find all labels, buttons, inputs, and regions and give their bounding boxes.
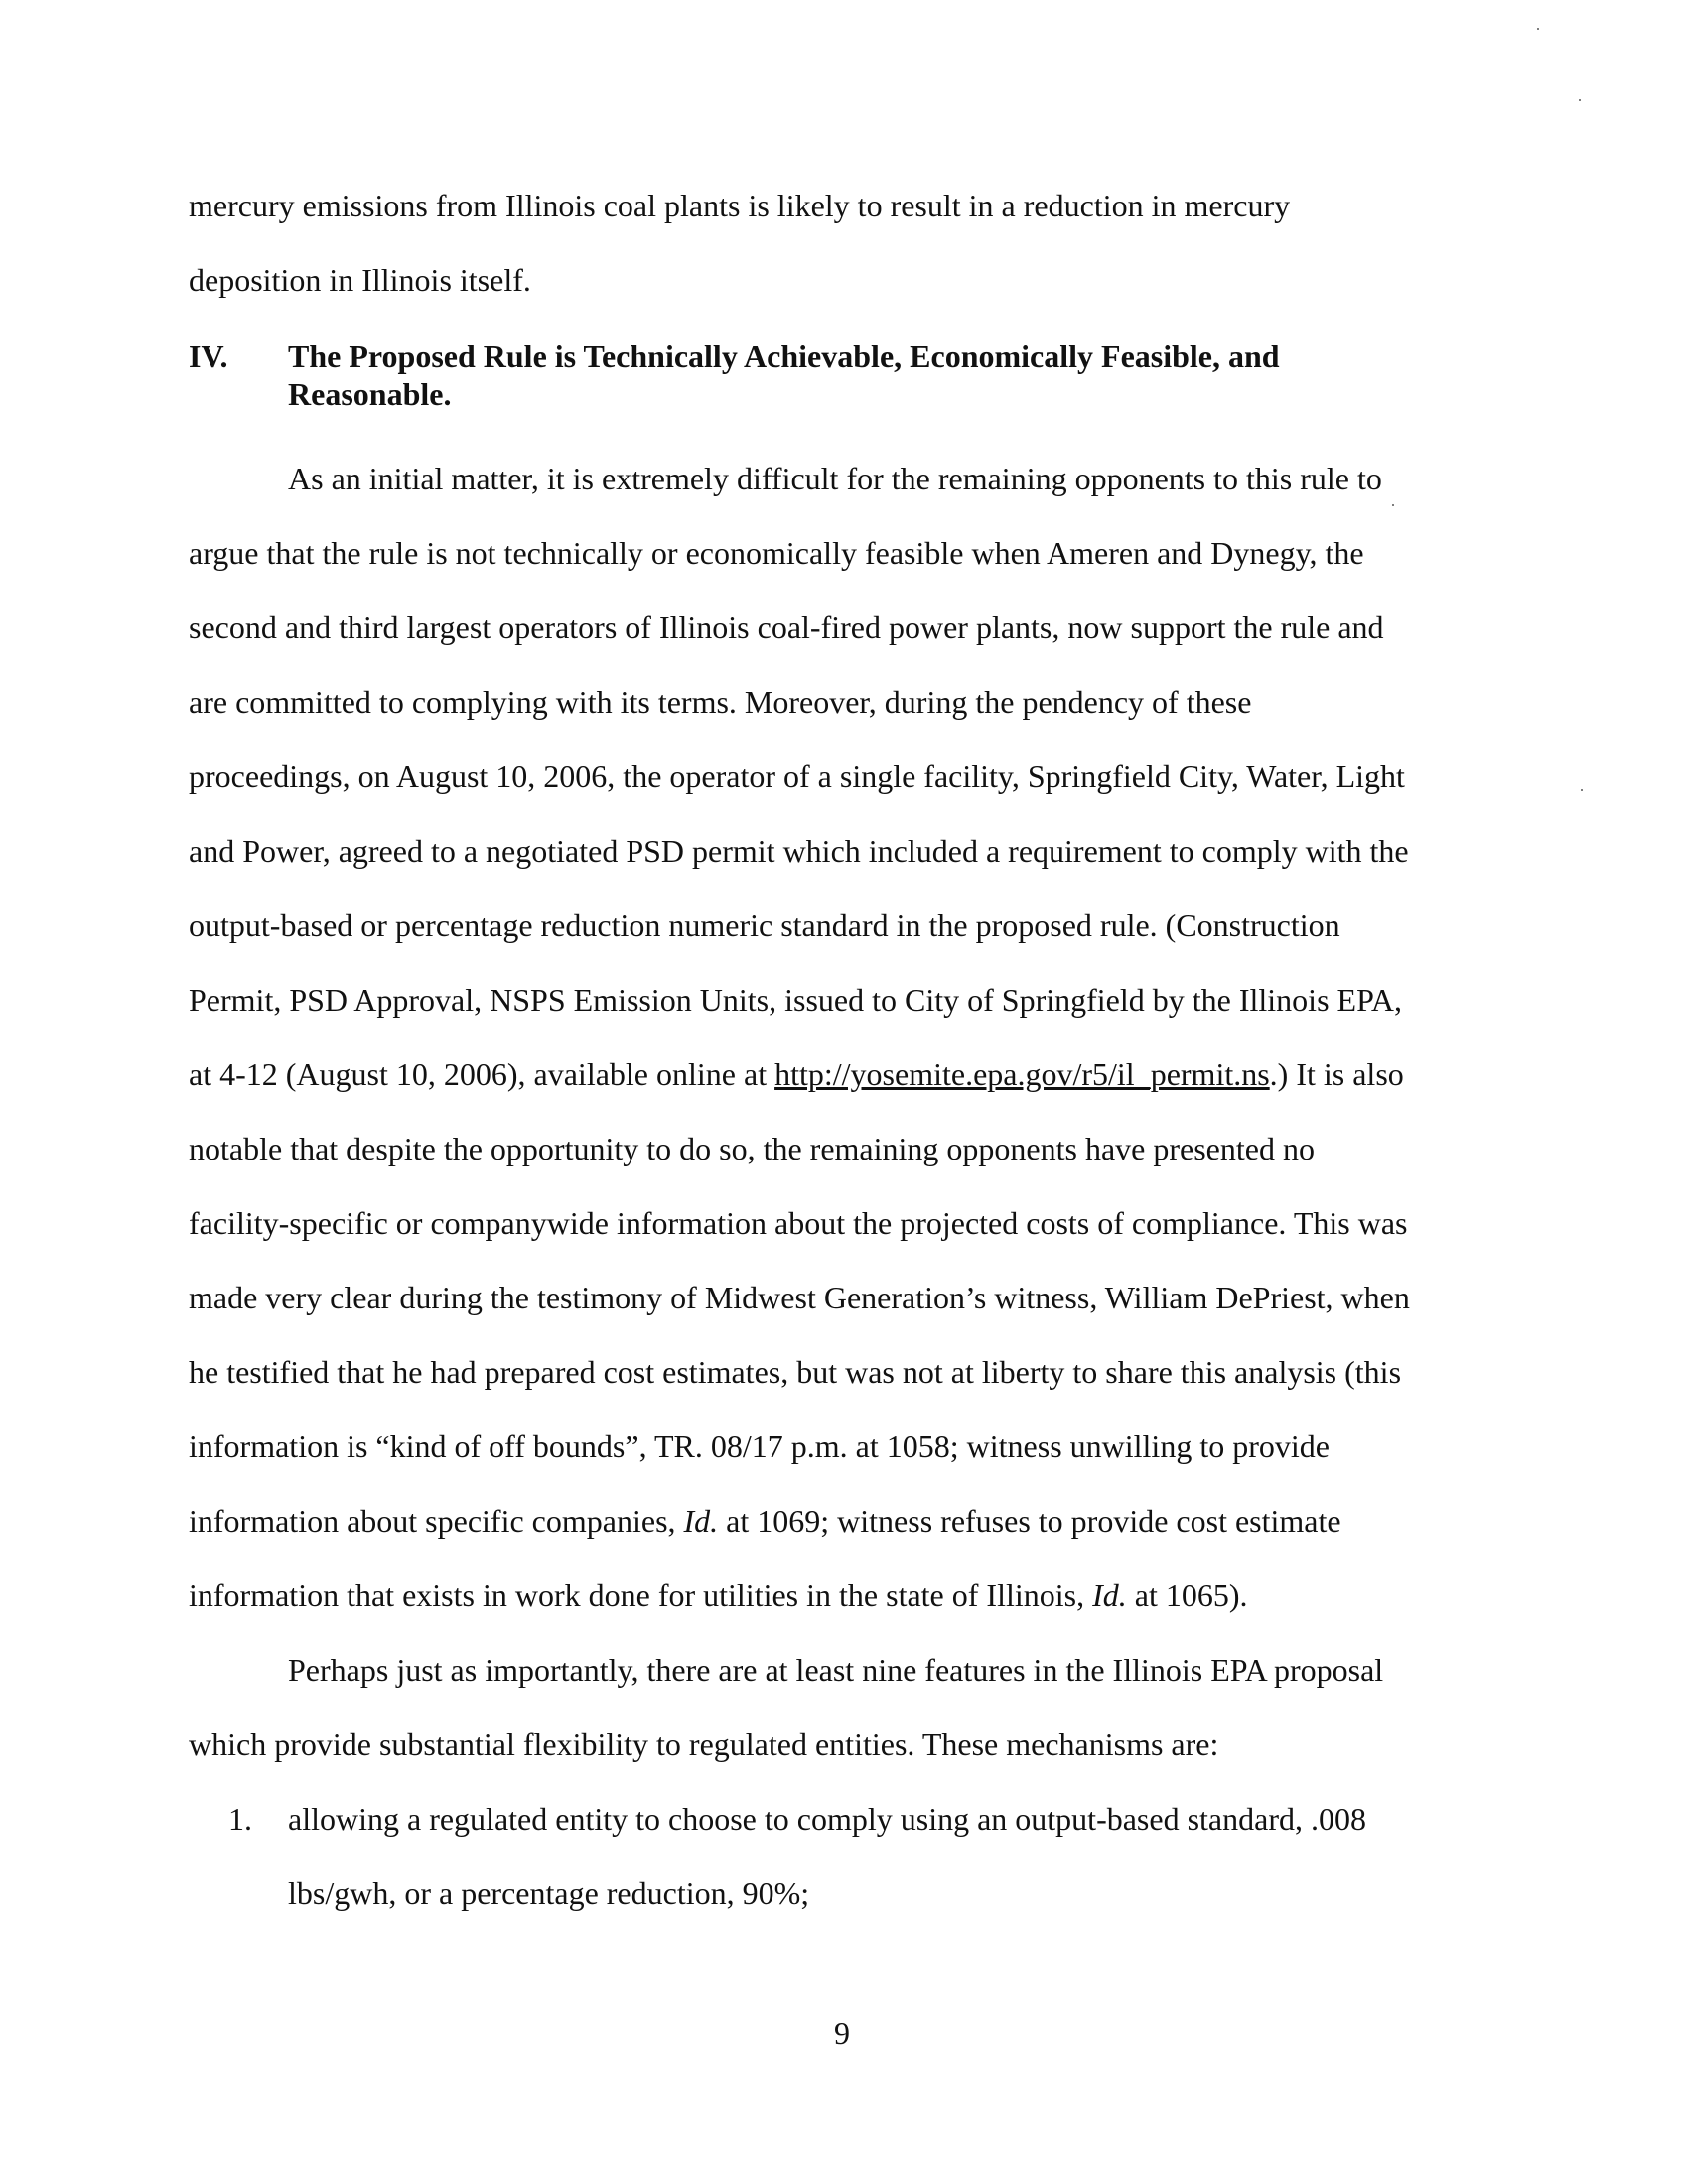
page-number: 9 (834, 2015, 850, 2051)
paragraph-text-2: .) It is also notable that despite the opportunity to do so, the remaining opponents have presented no facility-specific or companywide information about the projected costs of compliance. This was made very clear during the testimony of Midwest Generation’s witness, William DePriest, when he testified that he had prepared cost estimates, but was not at liberty to share this analysis (this information is “kind of off bounds”, TR. 08/17 p.m. at 1058; witness unwilling to provide information about specific companies, (189, 1056, 1410, 1539)
section-heading (189, 338, 1420, 413)
scan-speck (1581, 789, 1583, 791)
list-item-text: allowing a regulated entity to choose to comply using an output-based standard, .008 lbs/gwh, or a percentage reduction, 90%; (288, 1801, 1366, 1911)
mechanism-list (228, 1782, 1420, 1931)
section-number: IV. (189, 339, 228, 374)
scan-speck (1392, 504, 1394, 506)
continuation-paragraph (189, 169, 1420, 318)
paragraph-feasibility (189, 442, 1420, 1633)
permit-link[interactable]: http://yosemite.epa.gov/r5/il_permit.ns (774, 1056, 1270, 1092)
paragraph-flexibility (189, 1633, 1420, 1782)
paragraph-flexibility-text: Perhaps just as importantly, there are at least nine features in the Illinois EPA proposal which provide substantial flexibility to regulated entities. These mechanisms are: (189, 1652, 1384, 1762)
paragraph-text-1: As an initial matter, it is extremely difficult for the remaining opponents to this rule to argue that the rule is not technically or economically feasible when Ameren and Dynegy, the second and third largest operators of Illinois coal-fired power plants, now support the rule and are committed to complying with its terms. Moreover, during the pendency of these proceedings, on August 10, 2006, the operator of a single facility, Springfield City, Water, Light and Power, agreed to a negotiated PSD permit which included a requirement to comply with the output-based or percentage reduction numeric standard in the proposed rule. (Construction Permit, PSD Approval, NSPS Emission Units, issued to City of Springfield by the Illinois EPA, at 4-12 (August 10, 2006), available online at (189, 461, 1409, 1092)
list-item (228, 1782, 1420, 1931)
paragraph-text-3: at 1069; witness refuses to provide cost estimate information that exists in work done for utilities in the state of Illinois, (189, 1503, 1341, 1613)
citation-id-2: Id. (1092, 1577, 1127, 1613)
section-title: The Proposed Rule is Technically Achievable, Economically Feasible, and Reasonable. (288, 339, 1280, 412)
paragraph-text-4: at 1065). (1126, 1577, 1248, 1613)
scan-speck (1537, 28, 1539, 30)
citation-id-1: Id. (683, 1503, 719, 1539)
scan-speck (1579, 99, 1581, 101)
list-marker: 1. (228, 1801, 252, 1837)
continuation-line-1: mercury emissions from Illinois coal plants is likely to result in a reduction in mercury (189, 188, 1291, 223)
continuation-line-2: deposition in Illinois itself. (189, 262, 531, 298)
